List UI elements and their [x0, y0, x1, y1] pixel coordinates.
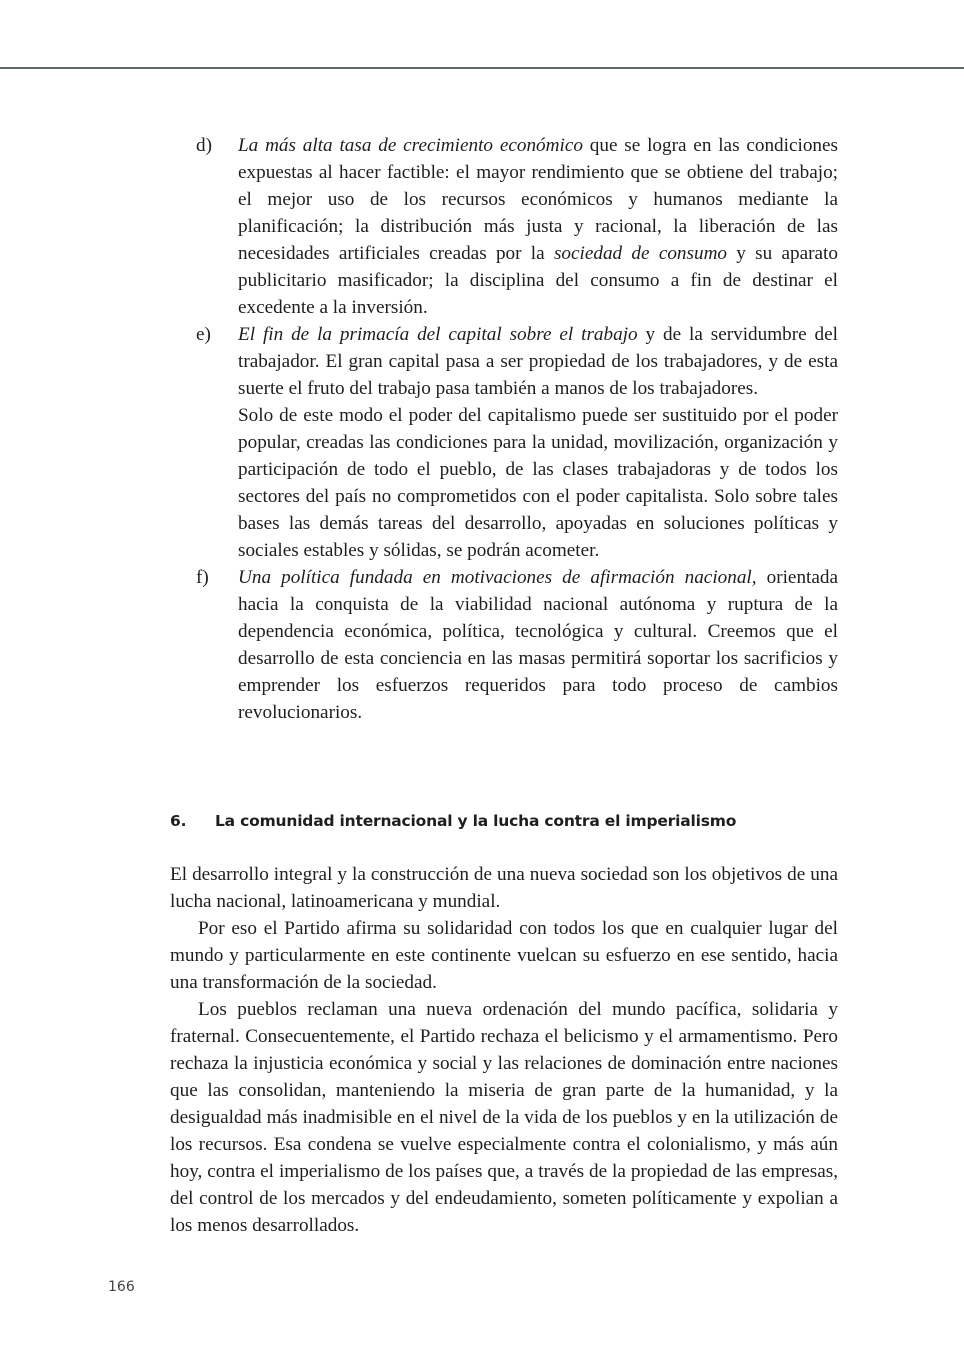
text-segment: que se logra en las condiciones expuestas al hacer factible: el mayor rendimiento que se obtiene del trabajo; el mejor uso de los recursos económicos y humanos mediante la planificación; la distribución más justa y racional, la liberación de las necesidades artificiales creadas por la — [238, 135, 838, 264]
list-label: d) — [196, 135, 212, 156]
italic-lead: El fin de la primacía del capital sobre el trabajo — [238, 324, 638, 345]
list-item-e — [196, 321, 838, 564]
text-segment: y de la servidumbre del trabajador. El gran capital pasa a ser propiedad de los trabajadores, y de esta suerte el fruto del trabajo pasa también a manos de los trabajadores. — [238, 324, 838, 399]
section-heading — [170, 808, 838, 835]
header-rule — [0, 67, 964, 69]
text-segment: y su aparato publicitario masificador; la disciplina del consumo a fin de destinar el excedente a la inversión. — [238, 243, 838, 318]
italic-term: sociedad de consumo — [553, 243, 728, 264]
italic-lead: La más alta tasa de crecimiento económico — [238, 135, 583, 156]
body-paragraph: Los pueblos reclaman una nueva ordenación del mundo pacífica, solidaria y fraternal. Consecuentemente, el Partido rechaza el belicismo y el armamentismo. Pero rechaza la injusticia económica y social y las relaciones de dominación entre naciones que las consolidan, manteniendo la miseria de gran parte de la humanidad, y la desigualdad más inadmisible en el nivel de la vida de los pueblos y en la utilización de los recursos. Esa condena se vuelve especialmente contra el colonialismo, y más aún hoy, contra el imperialismo de los países que, a través de la propiedad de las empresas, del control de los mercados y del endeudamiento, someten políticamente y expolian a los menos desarrollados. — [170, 999, 838, 1236]
enumerated-list — [196, 132, 838, 726]
list-item-f — [196, 564, 838, 726]
italic-lead: Una política fundada en motivaciones de afirmación nacional, — [238, 567, 757, 588]
section-body — [170, 861, 838, 1239]
list-item-text — [238, 564, 838, 726]
section-title: La comunidad internacional y la lucha contra el imperialismo — [215, 812, 737, 830]
list-item-text — [238, 321, 838, 402]
body-paragraph: Por eso el Partido afirma su solidaridad con todos los que en cualquier lugar del mundo y particularmente en este continente vuelcan su esfuerzo en ese sentido, hacia una transformación de la sociedad. — [170, 918, 838, 993]
body-paragraph: El desarrollo integral y la construcción de una nueva sociedad son los objetivos de una lucha nacional, latinoamericana y mundial. — [170, 864, 838, 912]
section-number: 6. — [170, 812, 187, 830]
list-item-text — [238, 132, 838, 321]
list-item-continuation: Solo de este modo el poder del capitalismo puede ser sustituido por el poder popular, creadas las condiciones para la unidad, movilización, organización y participación de todo el pueblo, de las clases trabajadoras y de todos los sectores del país no comprometidos con el poder capitalista. Solo sobre tales bases las demás tareas del desarrollo, apoyadas en soluciones políticas y sociales estables y sólidas, se podrán acometer. — [238, 405, 838, 561]
list-label: e) — [196, 324, 211, 345]
list-item-d — [196, 132, 838, 321]
page-number: 166 — [108, 1279, 135, 1295]
list-label: f) — [196, 567, 209, 588]
text-segment: orientada hacia la conquista de la viabilidad nacional autónoma y ruptura de la dependencia económica, política, tecnológica y cultural. Creemos que el desarrollo de esta conciencia en las masas permitirá soportar los sacrificios y emprender los esfuerzos requeridos para todo proceso de cambios revolucionarios. — [238, 567, 838, 723]
